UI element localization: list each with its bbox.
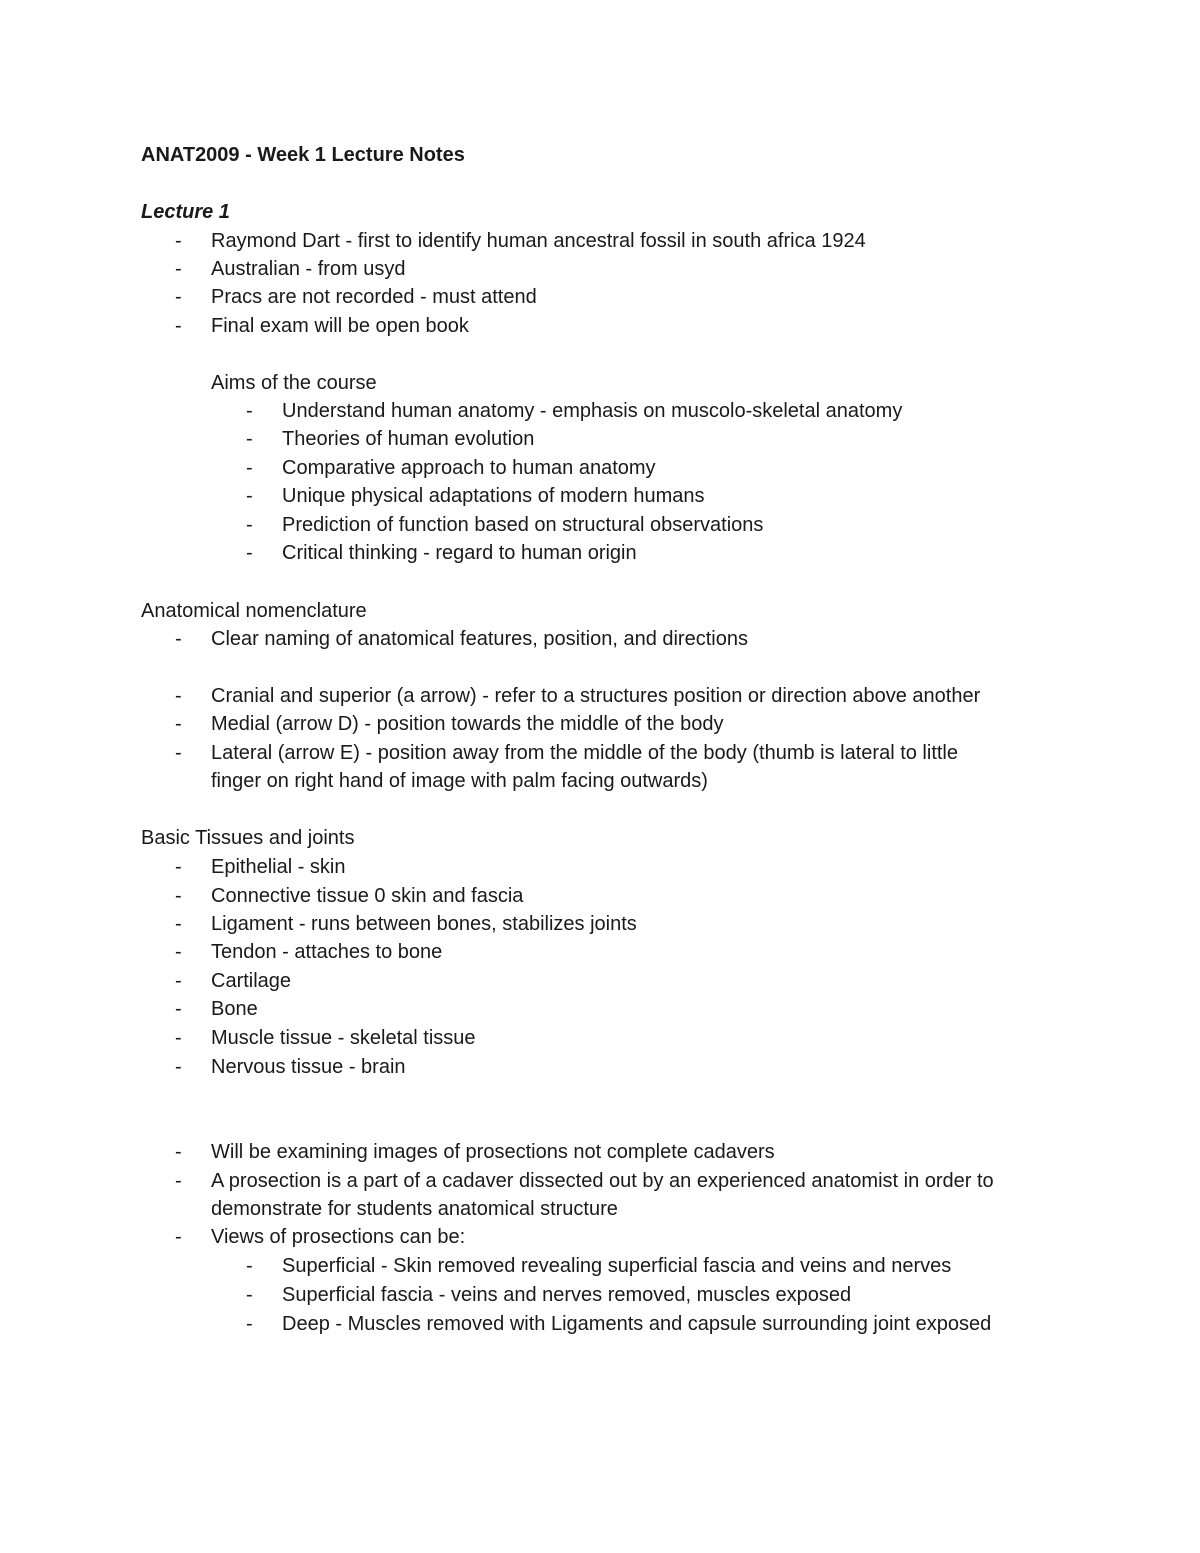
- nomenclature-heading: Anatomical nomenclature: [141, 600, 367, 622]
- bullet: -: [175, 315, 182, 337]
- bullet: -: [246, 428, 253, 450]
- bullet: -: [246, 1284, 253, 1306]
- aims-heading: Aims of the course: [211, 372, 377, 394]
- tissues-heading: Basic Tissues and joints: [141, 827, 355, 849]
- bullet: -: [246, 457, 253, 479]
- bullet: -: [175, 685, 182, 707]
- bullet: -: [175, 628, 182, 650]
- bullet: -: [175, 856, 182, 878]
- bullet: -: [175, 1170, 182, 1192]
- bullet: -: [175, 913, 182, 935]
- bullet: -: [175, 230, 182, 252]
- bullet: -: [246, 514, 253, 536]
- bullet: -: [175, 1056, 182, 1078]
- bullet: -: [246, 400, 253, 422]
- bullet: -: [175, 941, 182, 963]
- bullet: -: [246, 1255, 253, 1277]
- bullet: -: [175, 713, 182, 735]
- bullet: -: [175, 286, 182, 308]
- bullet: -: [175, 258, 182, 280]
- bullet: -: [246, 485, 253, 507]
- bullet: -: [175, 1226, 182, 1248]
- document-page: ANAT2009 - Week 1 Lecture Notes Lecture 1 - Raymond Dart - first to identify human ancestral fossil in south africa 1924 - Australian - from usyd - Pracs are not recorded - must attend - Final exam will be open book Aims of the course - Understand human anatomy - emphasis on muscolo-skeletal anatomy - Theories of human evolution - Comparative approach to human anatomy - Unique physical adaptations of modern humans - Prediction of function based on structural observations - Critical thinking - regard to human origin Anatomical nomenclature - Clear naming of anatomical features, position, and directions - Cranial and superior (a arrow) - refer to a structures position or direction above another - Medial (arrow D) - position towards the middle of the body - Lateral (arrow E) - position away from the middle of the body (thumb is lateral to little finger on right hand of image with palm facing outwards) Basic Tissues and joints - Epithelial - skin - Connective tissue 0 skin and fascia - Ligament - runs between bones, stabilizes joints - Tendon - attaches to bone - Cartilage - Bone - Muscle tissue - skeletal tissue - Nervous tissue - brain - Will be examining images of prosections not complete cadavers - A prosection is a part of a cadaver dissected out by an experienced anatomist in order to demonstrate for students anatomical structure - Views of prosections can be: - Superficial - Skin removed revealing superficial fascia and veins and nerves - Superficial fascia - veins and nerves removed, muscles exposed - Deep - Muscles removed with Ligaments and capsule surrounding joint exposed: [0, 0, 1200, 1553]
- bullet: -: [175, 998, 182, 1020]
- bullet: -: [175, 742, 182, 764]
- document-title: ANAT2009 - Week 1 Lecture Notes: [141, 144, 465, 166]
- lecture-heading: Lecture 1: [141, 201, 230, 223]
- bullet: -: [246, 542, 253, 564]
- bullet: -: [175, 885, 182, 907]
- bullet: -: [175, 970, 182, 992]
- bullet: -: [246, 1313, 253, 1335]
- bullet: -: [175, 1141, 182, 1163]
- bullet: -: [175, 1027, 182, 1049]
